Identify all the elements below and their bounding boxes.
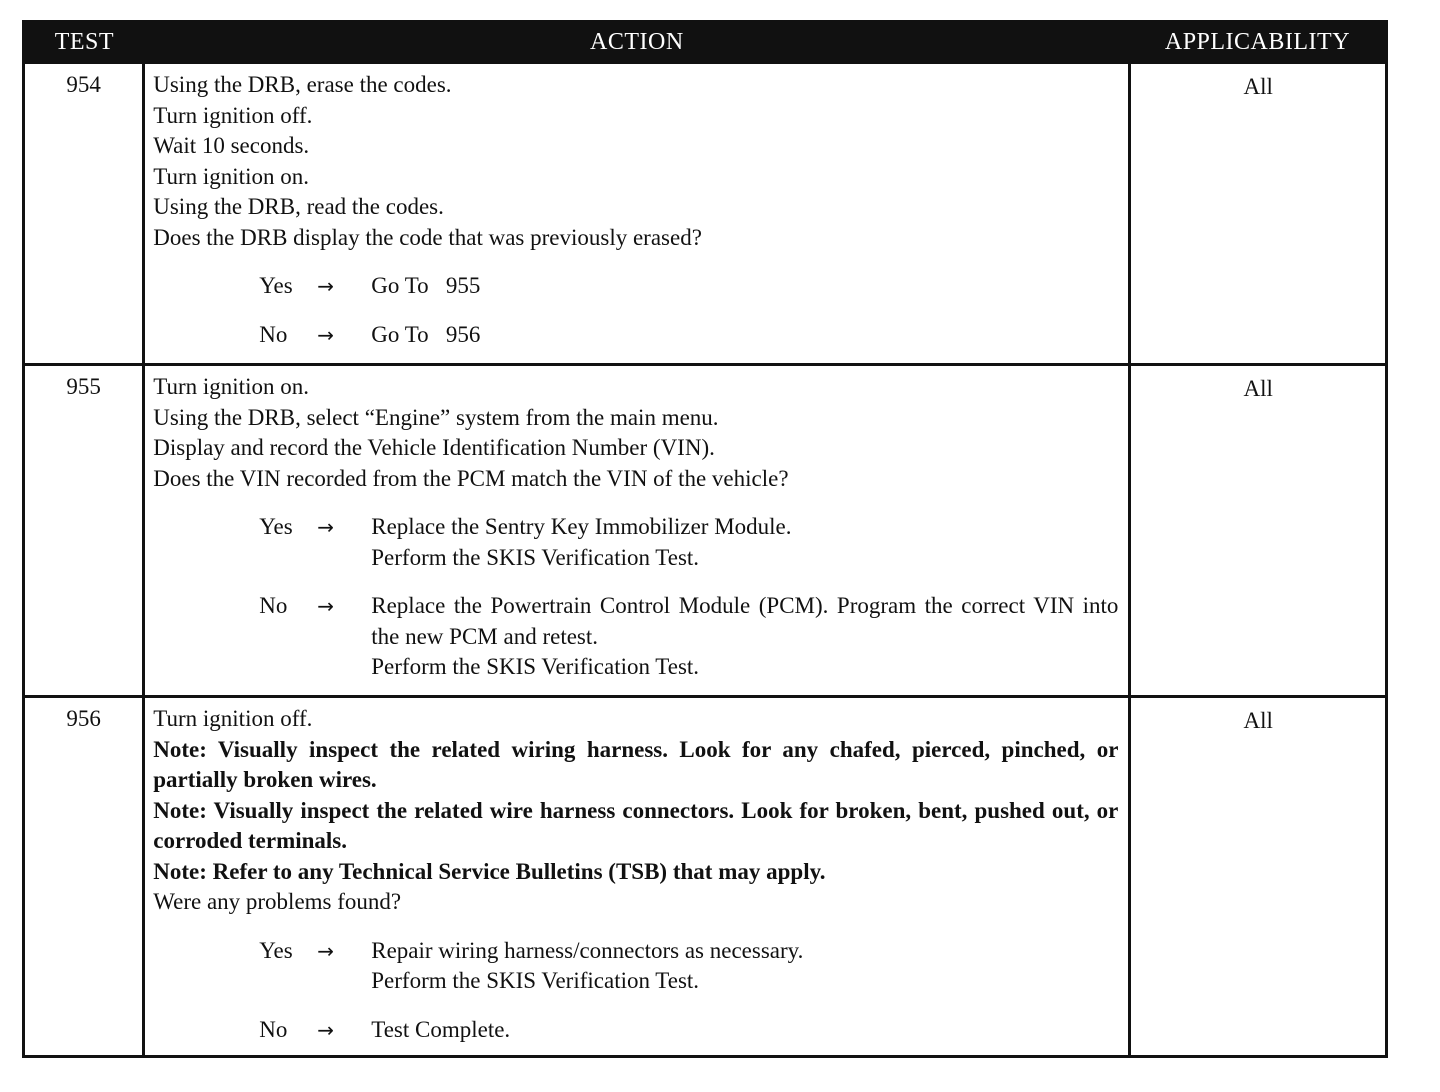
header-applicability: APPLICABILITY	[1130, 22, 1387, 63]
outcome-label: No	[259, 593, 288, 618]
test-number: 956	[66, 706, 101, 731]
arrow-right-icon: →	[317, 274, 335, 298]
outcome-result: Perform the SKIS Verification Test.	[371, 654, 700, 679]
applicability-cell	[1130, 63, 1387, 365]
outcome-yes	[259, 271, 1118, 302]
step-text: Turn ignition on.	[153, 163, 309, 189]
test-action-table	[22, 20, 1388, 1058]
arrow-right-icon: →	[317, 515, 335, 539]
note-text: Note: Visually inspect the related wiring harness. Look for any chafed, pierced, pinched, or partially broken wires.	[153, 736, 1119, 792]
outcome-yes	[259, 936, 1118, 997]
step-text: Does the DRB display the code that was previously erased?	[153, 224, 702, 250]
header-action: ACTION	[144, 22, 1130, 63]
step-text: Does the VIN recorded from the PCM match the VIN of the vehicle?	[153, 465, 789, 491]
arrow-right-icon: →	[317, 938, 335, 963]
arrow-right-icon: →	[317, 1017, 335, 1042]
outcome-label: No	[259, 321, 288, 347]
note-text: Note: Visually inspect the related wire harness connectors. Look for broken, bent, pushed out, or corroded terminals.	[153, 797, 1119, 853]
outcome-result: Go To 955	[371, 273, 481, 298]
step-text: Turn ignition on.	[153, 374, 309, 399]
table-row	[24, 63, 1387, 365]
applicability-cell	[1130, 365, 1387, 697]
outcome-yes	[259, 512, 1118, 573]
action-cell	[144, 63, 1130, 365]
step-text: Wait 10 seconds.	[153, 133, 310, 158]
step-text: Display and record the Vehicle Identification Number (VIN).	[153, 435, 715, 460]
outcome-no	[259, 1015, 1118, 1046]
header-test: TEST	[24, 22, 144, 63]
outcome-label: Yes	[259, 273, 293, 298]
applicability-value: All	[1243, 376, 1273, 401]
test-number: 954	[66, 72, 101, 97]
step-text: Using the DRB, erase the codes.	[153, 72, 452, 97]
outcome-label: Yes	[259, 937, 293, 963]
outcome-result: Replace the Sentry Key Immobilizer Module.	[371, 514, 792, 539]
note-text: Note: Refer to any Technical Service Bulletins (TSB) that may apply.	[153, 858, 826, 884]
applicability-value: All	[1243, 708, 1273, 733]
table-row	[24, 697, 1387, 1057]
step-text: Were any problems found?	[153, 889, 402, 914]
outcome-result: Perform the SKIS Verification Test.	[371, 544, 700, 570]
outcome-result: Repair wiring harness/connectors as necessary.	[371, 937, 804, 963]
test-cell	[24, 365, 144, 697]
arrow-right-icon: →	[317, 322, 335, 347]
outcome-result: Test Complete.	[371, 1016, 511, 1042]
step-text: Turn ignition off.	[153, 102, 313, 128]
outcome-label: Yes	[259, 514, 293, 539]
outcome-label: No	[259, 1016, 288, 1042]
applicability-cell	[1130, 697, 1387, 1057]
applicability-value: All	[1243, 74, 1273, 99]
outcome-no	[259, 320, 1118, 351]
test-cell	[24, 63, 144, 365]
outcome-result: Perform the SKIS Verification Test.	[371, 968, 700, 993]
action-cell	[144, 697, 1130, 1057]
table-header-row	[24, 22, 1387, 63]
test-cell	[24, 697, 144, 1057]
outcome-result: Go To 956	[371, 321, 481, 347]
outcome-no	[259, 591, 1118, 683]
step-text: Using the DRB, read the codes.	[153, 194, 444, 219]
table-row	[24, 365, 1387, 697]
test-number: 955	[66, 374, 101, 399]
step-text: Turn ignition off.	[153, 706, 313, 731]
step-text: Using the DRB, select “Engine” system from the main menu.	[153, 404, 719, 430]
arrow-right-icon: →	[317, 594, 335, 618]
action-cell	[144, 365, 1130, 697]
outcome-result: Replace the Powertrain Control Module (PCM). Program the correct VIN into the new PCM and retest.	[371, 593, 1119, 649]
